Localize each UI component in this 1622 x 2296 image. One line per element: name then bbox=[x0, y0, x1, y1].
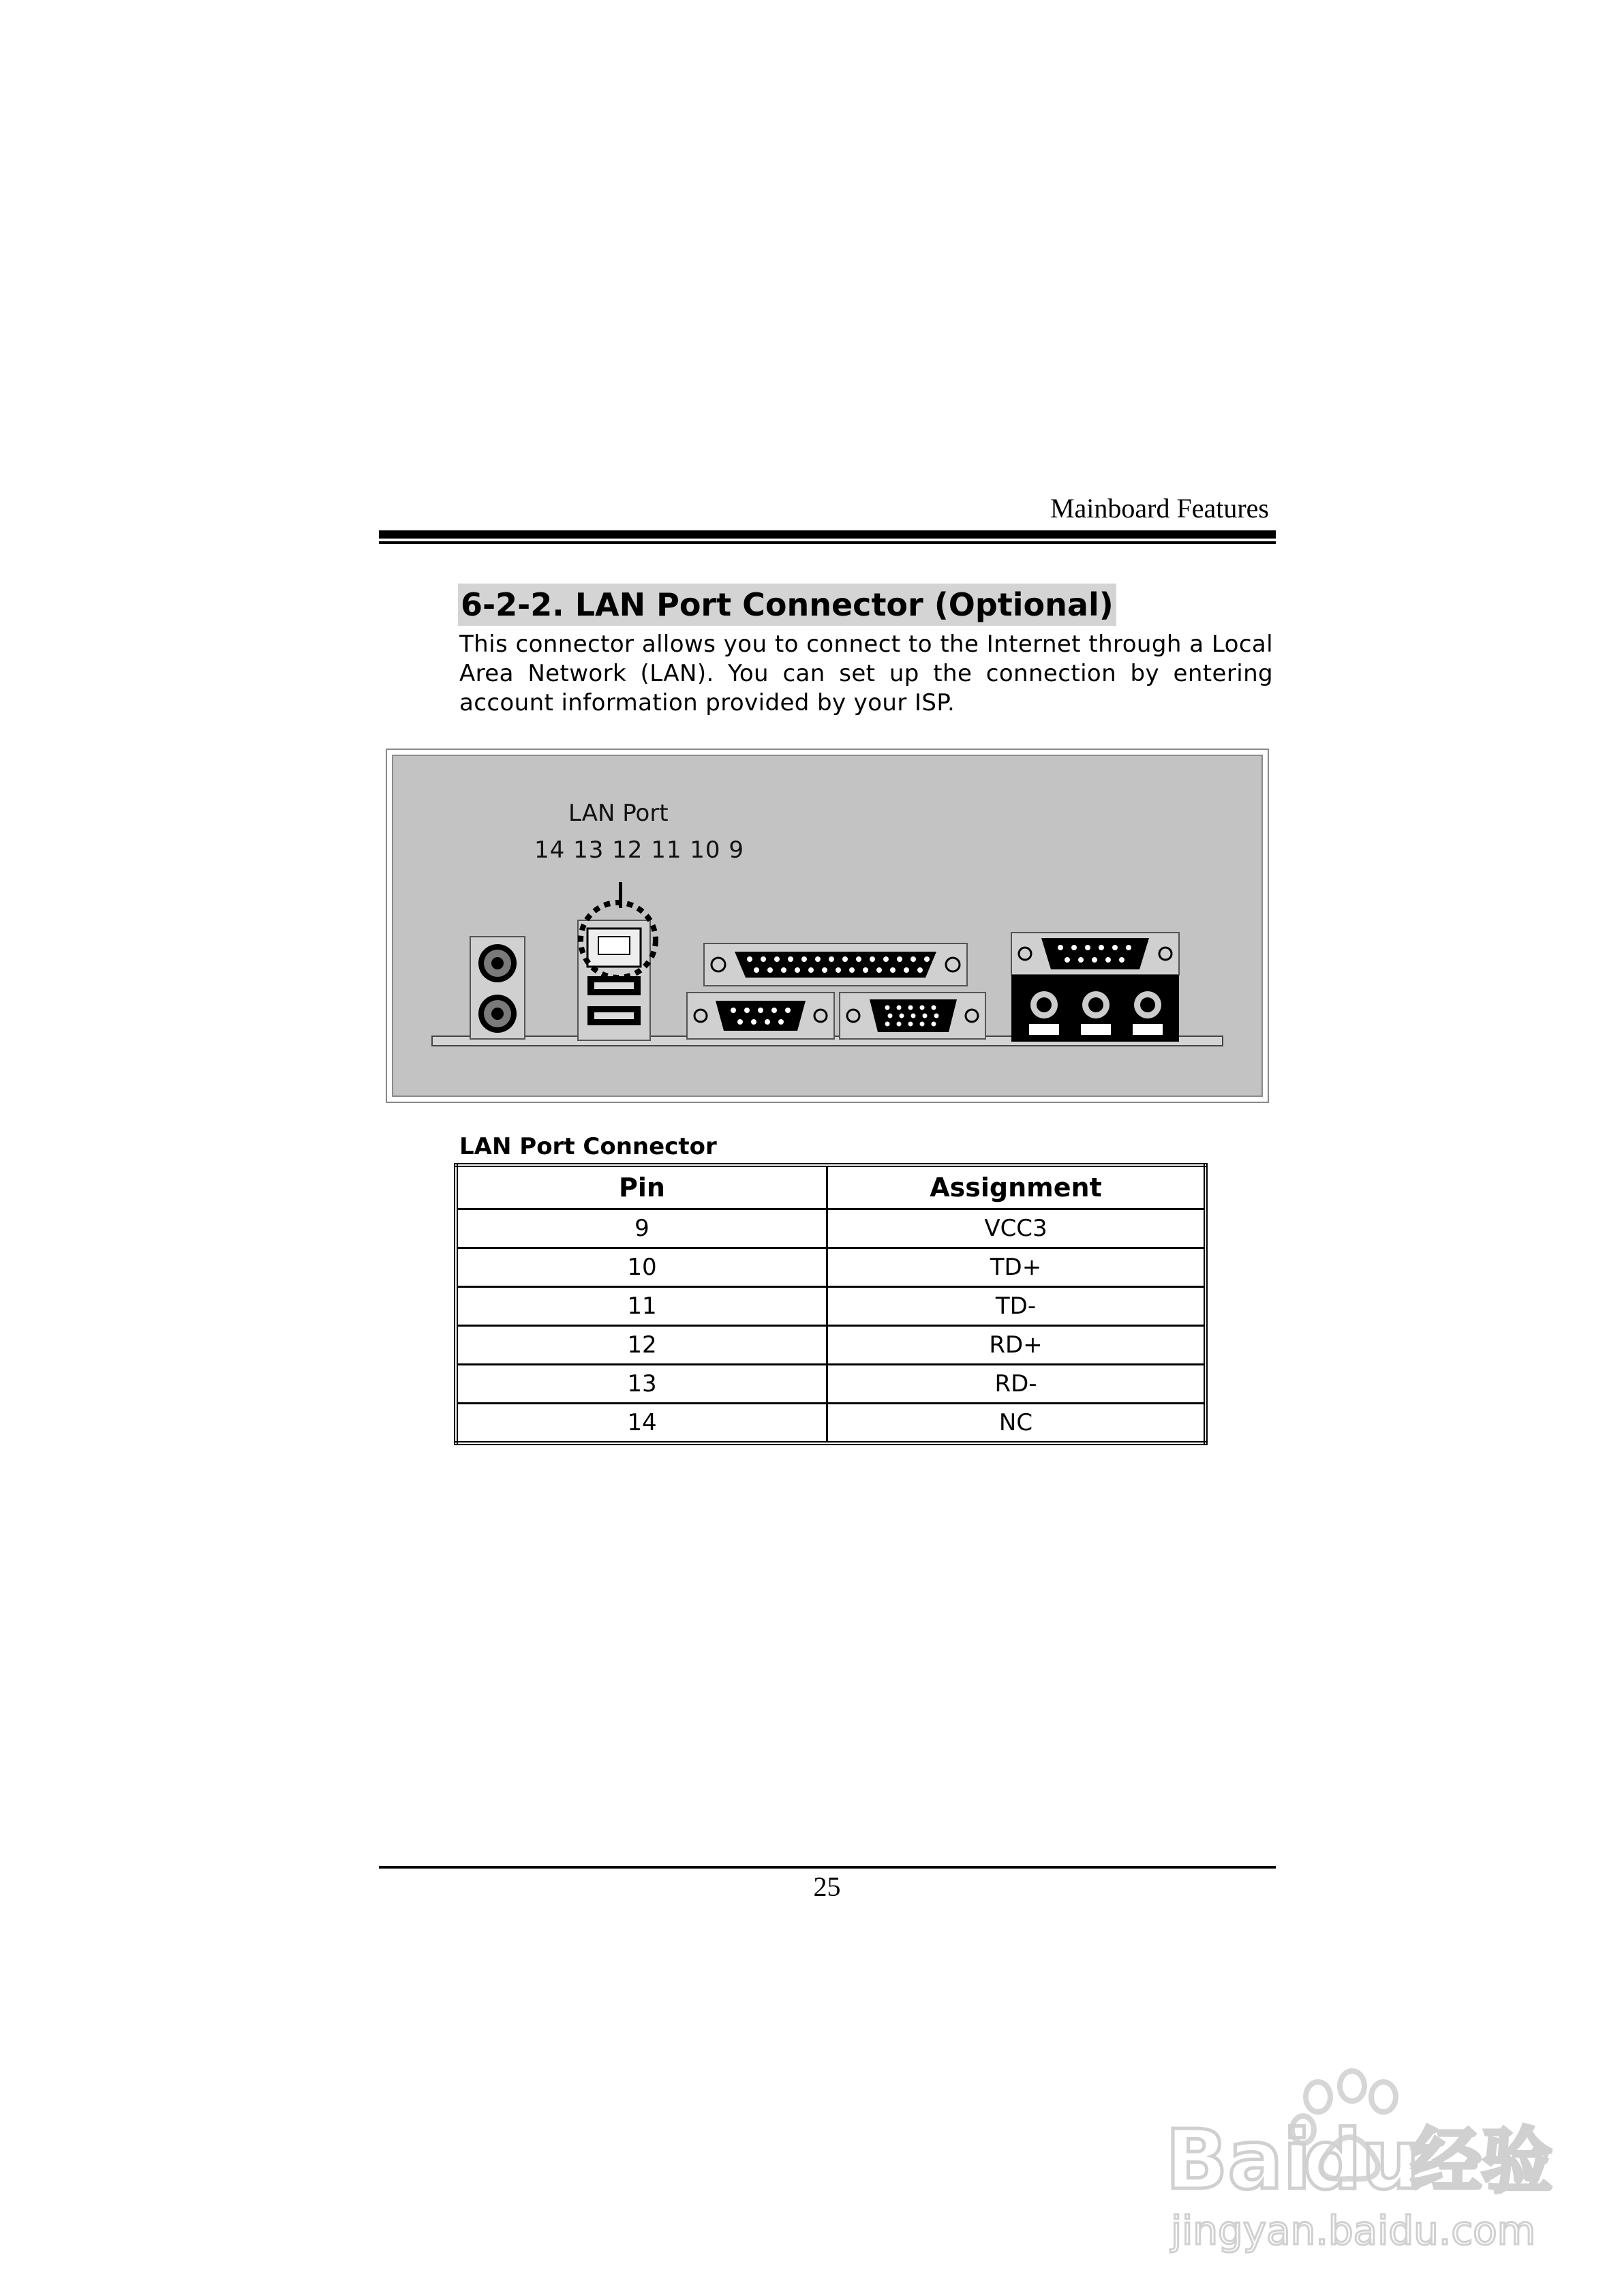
table-caption: LAN Port Connector bbox=[459, 1133, 717, 1160]
section-body: This connector allows you to connect to the Internet through a Local Area Network (LAN). You can set up the connection by entering account information provided by your ISP. bbox=[459, 631, 1273, 716]
header-rule-thick bbox=[379, 530, 1276, 539]
baidu-watermark bbox=[1152, 2059, 1588, 2263]
assignment-cell: VCC3 bbox=[827, 1209, 1206, 1248]
table-row bbox=[456, 1287, 1206, 1326]
pin-assignment-table bbox=[454, 1163, 1208, 1445]
ps2-ports bbox=[470, 937, 525, 1039]
pin-cell: 9 bbox=[456, 1209, 827, 1248]
parallel-port bbox=[704, 943, 967, 986]
column-header-pin: Pin bbox=[456, 1165, 827, 1209]
pin-cell: 13 bbox=[456, 1365, 827, 1404]
assignment-cell: RD+ bbox=[827, 1326, 1206, 1365]
table-row bbox=[456, 1248, 1206, 1287]
column-header-assignment: Assignment bbox=[827, 1165, 1206, 1209]
pin-cell: 11 bbox=[456, 1287, 827, 1326]
watermark-brand2: du bbox=[1303, 2113, 1420, 2208]
header-rule-thin bbox=[379, 541, 1276, 544]
assignment-cell: TD+ bbox=[827, 1248, 1206, 1287]
watermark-cn: 经验 bbox=[1411, 2119, 1553, 2203]
lan-usb-stack bbox=[578, 903, 656, 1040]
pin-cell: 14 bbox=[456, 1404, 827, 1444]
table-row bbox=[456, 1326, 1206, 1365]
watermark-brand: Bai bbox=[1165, 2113, 1311, 2208]
watermark-url: jingyan.baidu.com bbox=[1171, 2207, 1536, 2254]
game-audio-ports bbox=[1011, 933, 1179, 1042]
pin-cell: 12 bbox=[456, 1326, 827, 1365]
lan-port-label: LAN Port bbox=[568, 800, 669, 827]
table-row bbox=[456, 1365, 1206, 1404]
com-port bbox=[687, 993, 834, 1039]
running-header: Mainboard Features bbox=[1050, 493, 1269, 524]
assignment-cell: RD- bbox=[827, 1365, 1206, 1404]
vga-port bbox=[840, 993, 985, 1039]
assignment-cell: NC bbox=[827, 1404, 1206, 1444]
io-panel-figure bbox=[386, 749, 1269, 1103]
lan-pin-numbers: 14 13 12 11 10 9 bbox=[534, 836, 744, 864]
section-title: 6-2-2. LAN Port Connector (Optional) bbox=[458, 584, 1116, 626]
table-row bbox=[456, 1404, 1206, 1444]
pin-cell: 10 bbox=[456, 1248, 827, 1287]
table-header-row bbox=[456, 1165, 1206, 1209]
table-row bbox=[456, 1209, 1206, 1248]
assignment-cell: TD- bbox=[827, 1287, 1206, 1326]
footer-rule bbox=[379, 1866, 1276, 1869]
page-number: 25 bbox=[813, 1871, 841, 1902]
